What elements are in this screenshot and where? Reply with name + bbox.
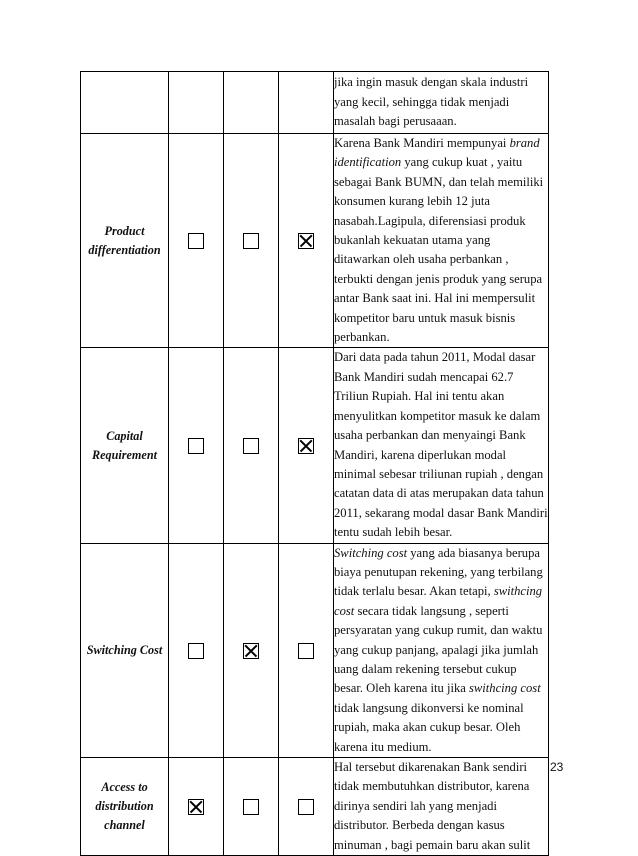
table-row (81, 758, 549, 856)
checked-box-icon (188, 799, 204, 815)
table-body (81, 72, 549, 856)
factor-label: Access to distribution channel (81, 758, 169, 856)
page-number: 23 (550, 760, 564, 774)
table-row (81, 134, 549, 348)
italic-term: swithcing cost (334, 584, 543, 618)
empty-box-icon (188, 643, 204, 659)
empty-box-icon (243, 233, 259, 249)
rating-cell (279, 134, 334, 348)
factor-label: Capital Requirement (81, 348, 169, 543)
checked-box-icon (298, 438, 314, 454)
description-cell (334, 543, 549, 757)
table-row (81, 543, 549, 757)
rating-cell (224, 758, 279, 856)
rating-cell (169, 543, 224, 757)
rating-cell (169, 134, 224, 348)
italic-term: brand identification (334, 136, 540, 170)
description-cell (334, 758, 549, 856)
factor-label (81, 72, 169, 134)
empty-box-icon (243, 799, 259, 815)
description-text: tidak langsung dikonversi ke nominal rupiah, maka akan cukup besar. Oleh karena itu medium. (334, 700, 524, 754)
description-text: secara tidak langsung , seperti persyaratan yang cukup rumit, dan waktu yang cukup panjang, apalagi jika jumlah uang dalam rekening tersebut cukup besar. Oleh karena itu jika (334, 603, 543, 696)
empty-box-icon (188, 233, 204, 249)
rating-cell (224, 72, 279, 134)
table-row (81, 348, 549, 543)
rating-cell (279, 758, 334, 856)
description-text: yang cukup kuat , yaitu sebagai Bank BUMN, dan telah memiliki konsumen kurang lebih 12 juta nasabah.Lagipula, diferensiasi produk bukanlah kekuatan utama yang ditawarkan oleh usaha perbankan , terbukti dengan jenis produk yang serupa antar Bank saat ini. Hal ini mempersulit kompetitor baru untuk masuk bisnis perbankan. (334, 155, 544, 345)
description-text: jika ingin masuk dengan skala industri yang kecil, sehingga tidak menjadi masalah bagi perusaaan. (334, 75, 529, 129)
italic-term: Switching cost (334, 545, 408, 560)
factor-label: Product differentiation (81, 134, 169, 348)
description-text: Dari data pada tahun 2011, Modal dasar Bank Mandiri sudah mencapai 62.7 Triliun Rupiah. Hal ini tentu akan menyulitkan kompetitor masuk ke dalam usaha perbankan dan menyaingi Bank Mandiri, karena diperlukan modal minimal sebesar triliunan rupiah , dengan catatan data di atas merupakan data tahun 2011, sekarang modal dasar Bank Mandiri tentu sudah lebih besar. (334, 350, 548, 540)
empty-box-icon (188, 438, 204, 454)
factor-label: Switching Cost (81, 543, 169, 757)
empty-box-icon (298, 643, 314, 659)
description-cell (334, 134, 549, 348)
rating-cell (279, 348, 334, 543)
table-row (81, 72, 549, 134)
empty-box-icon (243, 438, 259, 454)
checked-box-icon (298, 233, 314, 249)
description-text: Hal tersebut dikarenakan Bank sendiri tidak membutuhkan distributor, karena dirinya sendiri lah yang menjadi distributor. Berbeda dengan kasus minuman , bagi pemain baru akan sulit (334, 760, 531, 852)
rating-cell (224, 348, 279, 543)
empty-box-icon (298, 799, 314, 815)
checked-box-icon (243, 643, 259, 659)
rating-cell (224, 134, 279, 348)
rating-cell (279, 72, 334, 134)
description-cell (334, 348, 549, 543)
rating-cell (169, 72, 224, 134)
italic-term: swithcing cost (468, 681, 541, 696)
entry-barrier-table (80, 71, 549, 856)
rating-cell (279, 543, 334, 757)
description-cell (334, 72, 549, 134)
rating-cell (224, 543, 279, 757)
description-text: yang ada biasanya berupa biaya penutupan rekening, yang terbilang tidak terlalu besar. Akan tetapi, (334, 545, 543, 599)
rating-cell (169, 758, 224, 856)
rating-cell (169, 348, 224, 543)
description-text: Karena Bank Mandiri mempunyai (334, 136, 510, 150)
